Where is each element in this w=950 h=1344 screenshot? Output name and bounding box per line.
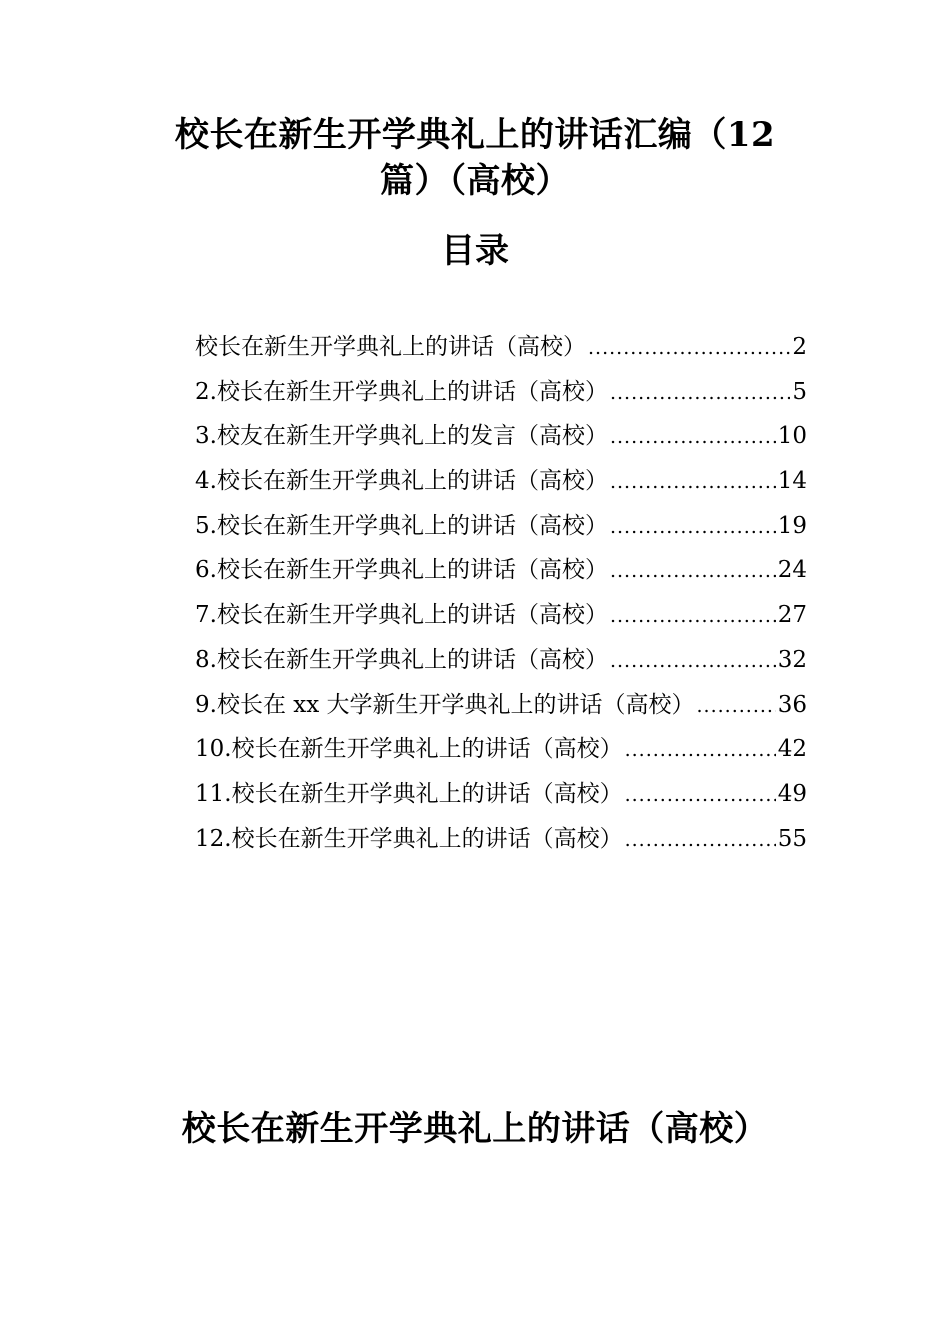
- toc-entry-title: 校长在新生开学典礼上的讲话（高校）: [195, 334, 586, 360]
- toc-entry[interactable]: [195, 727, 807, 772]
- toc-entry-title: 11.校长在新生开学典礼上的讲话（高校）: [195, 780, 623, 807]
- toc-entry-title: 2.校长在新生开学典礼上的讲话（高校）: [195, 378, 608, 405]
- toc-entry-page: 10: [777, 423, 807, 450]
- toc-entry-page: 2: [792, 334, 807, 360]
- toc-leader-dots: [610, 371, 790, 416]
- document-title-line-1: 校长在新生开学典礼上的讲话汇编（12: [174, 115, 776, 155]
- document-title-line-2: 篇）（高校）: [380, 161, 570, 201]
- toc-entry-page: 5: [792, 378, 807, 405]
- toc-entry[interactable]: [195, 504, 807, 549]
- toc-entry-title: 6.校长在新生开学典礼上的讲话（高校）: [195, 557, 608, 584]
- toc-entry-page: 36: [777, 691, 807, 718]
- table-of-contents: [195, 325, 807, 861]
- toc-entry[interactable]: [195, 772, 807, 817]
- toc-entry[interactable]: [195, 325, 807, 370]
- toc-entry[interactable]: [195, 683, 807, 728]
- toc-entry[interactable]: [195, 593, 807, 638]
- toc-entry-page: 55: [777, 825, 807, 852]
- toc-leader-dots: [610, 639, 776, 684]
- toc-leader-dots: [625, 818, 776, 863]
- toc-heading: 目录: [441, 231, 509, 271]
- toc-entry[interactable]: [195, 414, 807, 459]
- toc-entry-title: 12.校长在新生开学典礼上的讲话（高校）: [195, 825, 623, 852]
- toc-leader-dots: [625, 773, 776, 818]
- toc-leader-dots: [625, 728, 776, 773]
- toc-entry-title: 3.校友在新生开学典礼上的发言（高校）: [195, 423, 608, 450]
- toc-entry-page: 49: [777, 780, 807, 807]
- toc-entry-title: 10.校长在新生开学典礼上的讲话（高校）: [195, 736, 623, 763]
- toc-entry[interactable]: [195, 638, 807, 683]
- toc-leader-dots: [610, 594, 776, 639]
- document-title: [160, 112, 790, 204]
- toc-entry-title: 9.校长在 xx 大学新生开学典礼上的讲话（高校）: [195, 691, 695, 718]
- toc-leader-dots: [610, 460, 776, 505]
- toc-entry-page: 19: [777, 512, 807, 539]
- toc-leader-dots: [610, 505, 776, 550]
- toc-entry-page: 24: [777, 557, 807, 584]
- toc-entry-page: 32: [777, 646, 807, 673]
- toc-entry-page: 14: [777, 468, 807, 495]
- toc-entry-title: 8.校长在新生开学典礼上的讲话（高校）: [195, 646, 608, 673]
- toc-entry-title: 7.校长在新生开学典礼上的讲话（高校）: [195, 602, 608, 629]
- toc-entry-title: 5.校长在新生开学典礼上的讲话（高校）: [195, 512, 608, 539]
- toc-entry-page: 42: [777, 736, 807, 763]
- toc-entry[interactable]: [195, 370, 807, 415]
- toc-entry[interactable]: [195, 548, 807, 593]
- toc-entry[interactable]: [195, 459, 807, 504]
- toc-entry[interactable]: [195, 817, 807, 862]
- toc-leader-dots: [697, 684, 776, 729]
- toc-entry-title: 4.校长在新生开学典礼上的讲话（高校）: [195, 468, 608, 495]
- toc-leader-dots: [588, 326, 790, 371]
- toc-leader-dots: [610, 415, 776, 460]
- section-title: 校长在新生开学典礼上的讲话（高校）: [181, 1109, 769, 1149]
- toc-leader-dots: [610, 549, 776, 594]
- toc-entry-page: 27: [777, 602, 807, 629]
